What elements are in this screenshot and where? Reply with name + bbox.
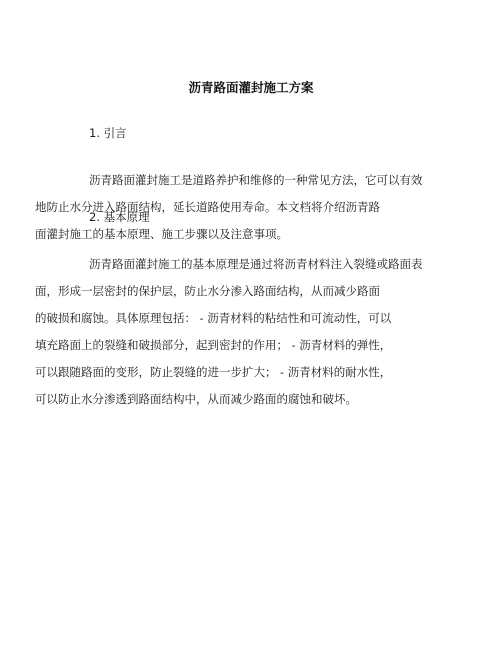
paragraph-line: 面，形成一层密封的保护层，防止水分渗入路面结构，从而减少路面 — [35, 284, 380, 298]
paragraph-line: 填充路面上的裂缝和破损部分，起到密封的作用； - 沥青材料的弹性， — [35, 338, 392, 352]
paragraph-line: 可以跟随路面的变形，防止裂缝的进一步扩大； - 沥青材料的耐水性， — [35, 365, 392, 379]
section-paragraph-introduction — [35, 167, 442, 248]
paragraph-line: 可以防止水分渗透到路面结构中，从而减少路面的腐蚀和破坏。 — [35, 392, 357, 406]
paragraph-line: 面灌封施工的基本原理、施工步骤以及注意事项。 — [35, 227, 288, 241]
paragraph-line: 的破损和腐蚀。具体原理包括： - 沥青材料的粘结性和可流动性，可以 — [35, 311, 392, 325]
section-heading-introduction: 1. 引言 — [89, 126, 127, 140]
paragraph-line: 地防止水分进入路面结构，延长道路使用寿命。本文档将介绍沥青路 — [35, 200, 380, 214]
paragraph-line: 沥青路面灌封施工是道路养护和维修的一种常见方法，它可以有效 — [89, 173, 423, 187]
section-paragraph-principles — [35, 251, 442, 413]
section-heading-principles: 2. 基本原理 — [89, 210, 150, 224]
document-title: 沥青路面灌封施工方案 — [188, 80, 314, 95]
paragraph-line: 沥青路面灌封施工的基本原理是通过将沥青材料注入裂缝或路面表 — [89, 257, 423, 271]
